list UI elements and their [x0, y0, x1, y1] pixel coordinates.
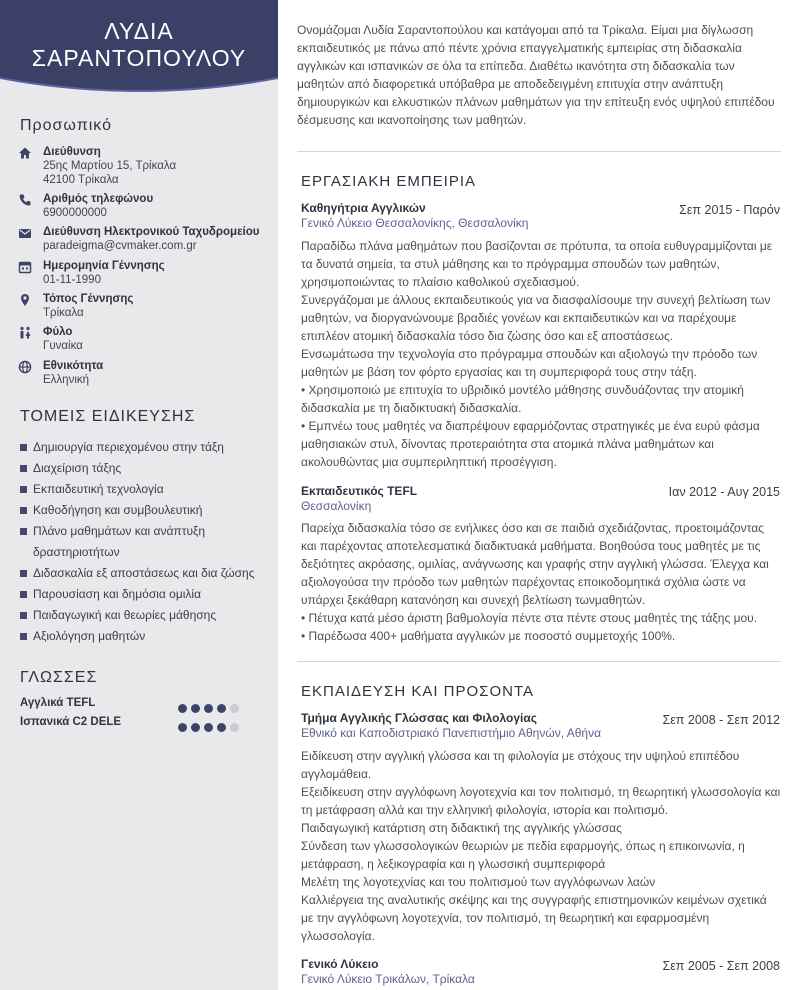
sidebar [0, 0, 278, 990]
globe-icon [18, 360, 32, 374]
level-dot-filled [217, 723, 226, 732]
level-dot-filled [178, 704, 187, 713]
skills-title: ΤΟΜΕΙΣ ΕΙΔΙΚΕΥΣΗΣ [20, 408, 196, 425]
job-date: Ιαν 2012 - Αυγ 2015 [668, 485, 780, 499]
education-title-item: Τμήμα Αγγλικής Γλώσσας και Φιλολογίας [301, 711, 537, 725]
personal-item-address: Διεύθυνση 25ης Μαρτίου 15, Τρίκαλα 42100 Τρίκαλα [18, 145, 276, 179]
calendar-icon [18, 260, 32, 274]
personal-item-email: Διεύθυνση Ηλεκτρονικού Ταχυδρομείου paradeigma@cvmaker.com.gr [18, 225, 276, 259]
education-organization: Εθνικό και Καποδιστριακό Πανεπιστήμιο Αθηνών, Αθήνα [301, 726, 602, 740]
language-level [178, 719, 243, 729]
languages-title: ΓΛΩΣΣΕΣ [20, 669, 98, 686]
education-date: Σεπ 2008 - Σεπ 2012 [662, 713, 780, 727]
level-dot-filled [204, 723, 213, 732]
level-dot-empty [230, 723, 239, 732]
skill-item: Διδασκαλία εξ αποστάσεως και δια ζώσης [20, 563, 270, 584]
personal-item-birthplace: Τόπος Γέννησης Τρίκαλα [18, 292, 276, 326]
skill-item: Δημιουργία περιεχομένου στην τάξη [20, 437, 270, 458]
education-description: Ειδίκευση στην αγγλική γλώσσα και τη φιλολογία με στόχους την υψηλού επιπέδου αγγλομάθεια. Εξειδίκευση στην αγγλόφωνη λογοτεχνία και τον πολιτισμό, τη θεωρητική γλωσσολογία και τη μετάφραση αλλά και την ελληνική φιλολογία, ιστορία και πολιτισμό. Παιδαγωγική κατάρτιση στη διδακτική της αγγλικής γλώσσας Σύνδεση των γλωσσολογικών θεωριών με πεδία εφαρμογής, όπως η επικοινωνία, η μετάφραση, η λεξικογραφία και η γλωσσική συμπεριφορά Μελέτη της λογοτεχνίας και του πολιτισμού των αγγλόφωνων λαών Καλλιέργεια της αναλυτικής σκέψης και της συγγραφής επιστημονικών κειμένων σχετικά με την αγγλόφωνη λογοτεχνία, τον πολιτισμό, τη θεωρητική και εφαρμοσμένη γλωσσολογία. [301, 749, 781, 943]
personal-item-phone: Αριθμός τηλεφώνου 6900000000 [18, 192, 276, 226]
profile-summary: Ονομάζομαι Λυδία Σαραντοπούλου και κατάγομαι από τα Τρίκαλα. Είμαι μια δίγλωσση εκπαιδευτικός με πάνω από πέντε χρόνια επαγγελματικής εμπειρίας στη διδασκαλία αγγλικών και ισπανικών σε όλα τα επίπεδα. Διαθέτω ικανότητα στη διδασκαλία των μαθητών από διαφορετικά υπόβαθρα με αποδεδειγμένη επιτυχία στην ανάπτυξη δημιουργικών και ελκυστικών πλάνων μαθημάτων για την επίτευξη ενός υψηλού επιπέδου δέσμευσης και ικανοποίησης των μαθητών. [297, 23, 775, 127]
location-pin-icon [18, 293, 32, 307]
personal-item-birthdate: Ημερομηνία Γέννησης 01-11-1990 [18, 259, 276, 293]
skills-list [20, 437, 270, 647]
personal-item-nationality: Εθνικότητα Ελληνική [18, 359, 276, 393]
first-name: ΛΥΔΙΑ [104, 18, 174, 44]
job-title: Καθηγήτρια Αγγλικών [301, 201, 426, 215]
level-dot-filled [204, 704, 213, 713]
skill-item: Παιδαγωγική και θεωρίες μάθησης [20, 605, 270, 626]
header-banner [0, 0, 278, 100]
job-title: Εκπαιδευτικός TEFL [301, 484, 418, 498]
language-level [178, 700, 243, 710]
skill-item: Εκπαιδευτική τεχνολογία [20, 479, 270, 500]
education-title-item: Γενικό Λύκειο [301, 957, 379, 971]
skill-item: Καθοδήγηση και συμβουλευτική [20, 500, 270, 521]
name-block [0, 18, 278, 72]
personal-item-gender: Φύλο Γυναίκα [18, 325, 276, 359]
divider [297, 151, 781, 152]
gender-icon [18, 326, 32, 340]
level-dot-filled [191, 723, 200, 732]
education-date: Σεπ 2005 - Σεπ 2008 [662, 959, 780, 973]
job-organization: Θεσσαλονίκη [301, 499, 372, 513]
job-description: Παραδίδω πλάνα μαθημάτων που βασίζονται σε πρότυπα, τα οποία ευθυγραμμίζονται με τα δυνατά σημεία, τα στυλ μάθησης και το πρόγραμμα σπουδών των μαθητών, χρησιμοποιώντας το πλαίσιο καθολικού σχεδιασμού. Συνεργάζομαι με άλλους εκπαιδευτικούς για να διασφαλίσουμε την συνεχή βελτίωση των μαθητών, να διοργανώνουμε βραδιές γονέων και εκπαιδευτικών και να παρέχουμε επιπλέον ατομική διδασκαλία τόσο δια ζώσης όσο και εξ αποστάσεως. Ενσωμάτωσα την τεχνολογία στο πρόγραμμα σπουδών και αξιολογώ την πρόοδο των μαθητών με βάση τον φόρτο εργασίας και τη συμπεριφορά τους στην τάξη. • Χρησιμοποιώ με επιτυχία το υβριδικό μοντέλο μάθησης συνδυάζοντας την ατομική διδασκαλία με τη διαδικτυακή διδασκαλία. • Εμπνέω τους μαθητές να διαπρέψουν εφαρμόζοντας στρατηγικές με ένα ευρύ φάσμα μαθησιακών στυλ, δίνοντας προτεραιότητα στα ατομικά πλάνα μαθημάτων και ακολουθώντας μια συμπεριληπτική προσέγγιση. [301, 239, 773, 469]
job-organization: Γενικό Λύκειο Θεσσαλονίκης, Θεσσαλονίκη [301, 216, 529, 230]
mail-icon [18, 226, 32, 240]
level-dot-filled [217, 704, 226, 713]
phone-icon [18, 193, 32, 207]
home-icon [18, 146, 32, 160]
language-row-english: Αγγλικά TEFL [20, 697, 255, 713]
skill-item: Αξιολόγηση μαθητών [20, 626, 270, 647]
level-dot-filled [178, 723, 187, 732]
language-row-spanish: Ισπανικά C2 DELE [20, 716, 255, 732]
personal-title: Προσωπικό [20, 117, 112, 134]
skill-item: Διαχείριση τάξης [20, 458, 270, 479]
skill-item: Παρουσίαση και δημόσια ομιλία [20, 584, 270, 605]
education-organization: Γενικό Λύκειο Τρικάλων, Τρίκαλα [301, 972, 475, 986]
skill-item: Πλάνο μαθημάτων και ανάπτυξη δραστηριοτήτων [20, 521, 235, 563]
job-description: Παρείχα διδασκαλία τόσο σε ενήλικες όσο και σε παιδιά σχεδιάζοντας, προετοιμάζοντας και παρέχοντας αποτελεσματικά διαδικτυακά μαθήματα. Βοηθούσα τους μαθητές με τις δεξιότητες ακρόασης, ομιλίας, ανάγνωσης και γραφής στην αγγλική γλώσσα. Έλεγχα και αξιολογούσα την πρόοδο των μαθητών παρέχοντας εποικοδομητικά σχόλια ώστε να υπάρχει ξεκάθαρη κατανόηση και συνεχή βελτίωση τωνμαθητών. • Πέτυχα κατά μέσο άριστη βαθμολογία πέντε στα πέντε στους μαθητές της τάξης μου. • Παρέδωσα 400+ μαθήματα αγγλικών με ποσοστό συμμετοχής 100%. [301, 521, 769, 643]
level-dot-filled [191, 704, 200, 713]
last-name: ΣΑΡΑΝΤΟΠΟΥΛΟΥ [31, 45, 247, 71]
job-date: Σεπ 2015 - Παρόν [679, 203, 780, 217]
level-dot-empty [230, 704, 239, 713]
education-title: ΕΚΠΑΙΔΕΥΣΗ ΚΑΙ ΠΡΟΣΟΝΤΑ [301, 683, 534, 700]
divider [297, 661, 781, 662]
experience-title: ΕΡΓΑΣΙΑΚΗ ΕΜΠΕΙΡΙΑ [301, 173, 477, 190]
